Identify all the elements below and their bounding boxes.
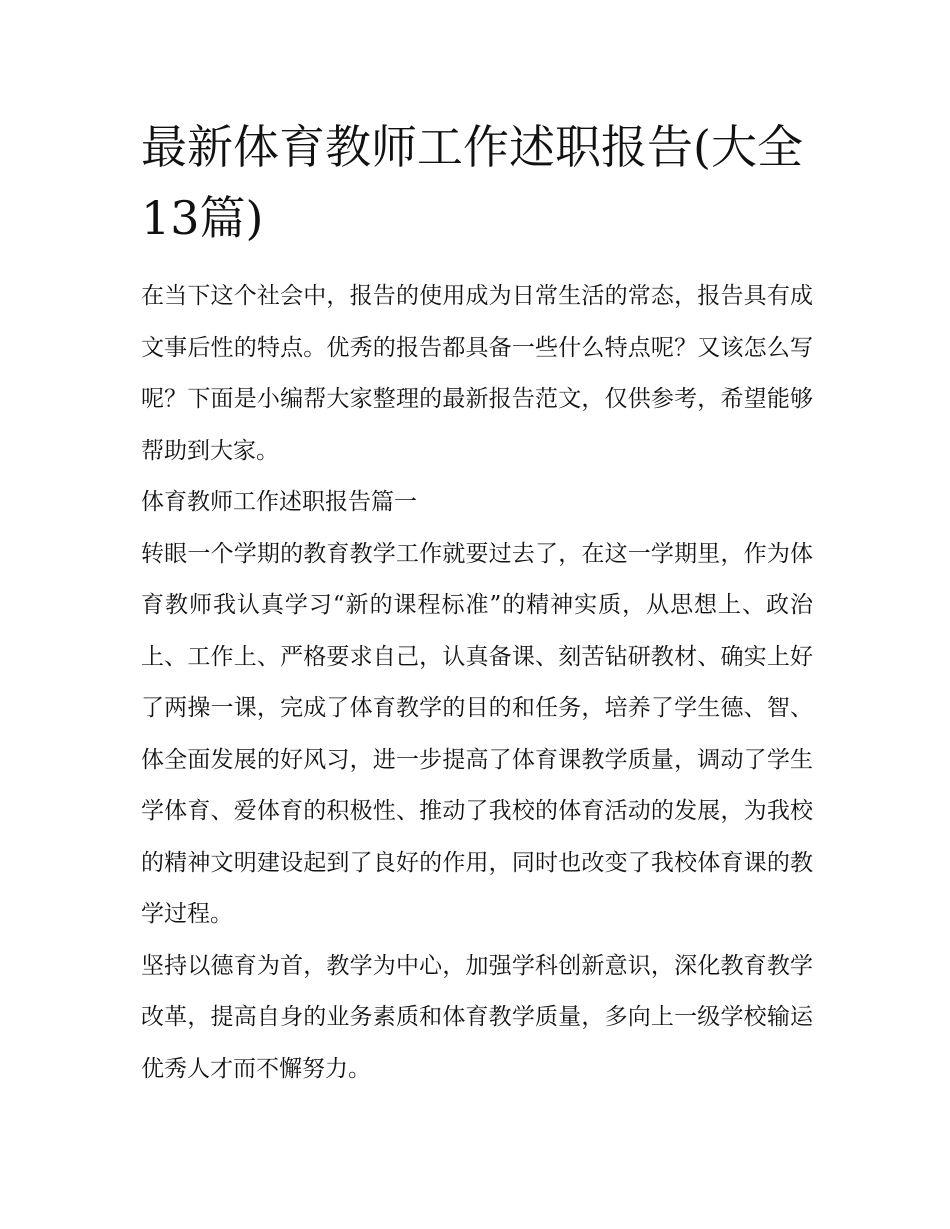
document-title: 最新体育教师工作述职报告(大全13篇): [141, 120, 803, 245]
body-paragraph-1: 转眼一个学期的教育教学工作就要过去了，在这一学期里，作为体育教师我认真学习“新的课程标准”的精神实质，从思想上、政治上、工作上、严格要求自己，认真备课、刻苦钻研教材、确实上好了两操一课，完成了体育教学的目的和任务，培养了学生德、智、体全面发展的好风习，进一步提高了体育课教学质量，调动了学生学体育、爱体育的积极性、推动了我校的体育活动的发展，为我校的精神文明建设起到了良好的作用，同时也改变了我校体育课的教学过程。: [141, 540, 813, 927]
intro-paragraph: 在当下这个社会中，报告的使用成为日常生活的常态，报告具有成文事后性的特点。优秀的报告都具备一些什么特点呢？又该怎么写呢？下面是小编帮大家整理的最新报告范文，仅供参考，希望能够帮助到大家。: [141, 283, 813, 464]
body-paragraph-2: 坚持以德育为首，教学为中心，加强学科创新意识，深化教育教学改革，提高自身的业务素质和体育教学质量，多向上一级学校输运优秀人才而不懈努力。: [141, 952, 813, 1082]
document-page: [141, 112, 813, 1095]
section-heading: 体育教师工作述职报告篇一: [141, 489, 417, 515]
